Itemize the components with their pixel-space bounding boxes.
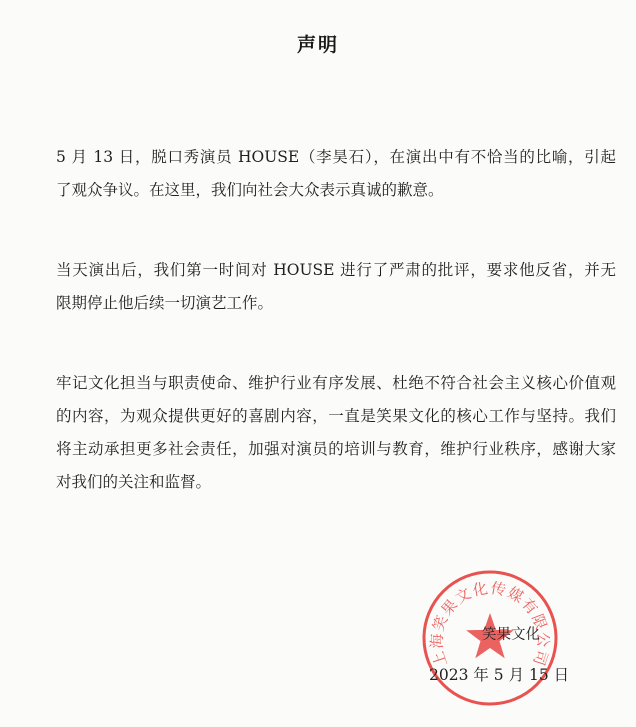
paragraph-3: [56, 367, 616, 499]
seal-text: 上海笑果文化传媒有限公司: [427, 578, 553, 670]
paragraph-line: 当天演出后，我们第一时间对 HOUSE 进行了严肃的批评，要求他反省，并无: [56, 261, 616, 279]
paragraph-line: 了观众争议。在这里，我们向社会大众表示真诚的歉意。: [56, 181, 444, 199]
paragraph-line: 将主动承担更多社会责任，加强对演员的培训与教育，维护行业秩序，感谢大家: [56, 440, 616, 458]
paragraph-line: 对我们的关注和监督。: [56, 473, 212, 491]
paragraph-1: [56, 141, 616, 207]
signature-date: 2023 年 5 月 15 日: [429, 666, 570, 684]
page-title: 声明: [296, 34, 339, 56]
paragraph-line: 牢记文化担当与职责使命、维护行业有序发展、杜绝不符合社会主义核心价值观: [56, 374, 616, 392]
paragraph-2: [56, 254, 616, 320]
paragraph-line: 的内容，为观众提供更好的喜剧内容，一直是笑果文化的核心工作与坚持。我们: [56, 407, 616, 425]
paragraph-line: 5 月 13 日，脱口秀演员 HOUSE（李昊石），在演出中有不恰当的比喻，引起: [56, 148, 616, 166]
signature-name: 笑果文化: [482, 627, 540, 643]
paragraph-line: 限期停止他后续一切演艺工作。: [56, 294, 274, 312]
